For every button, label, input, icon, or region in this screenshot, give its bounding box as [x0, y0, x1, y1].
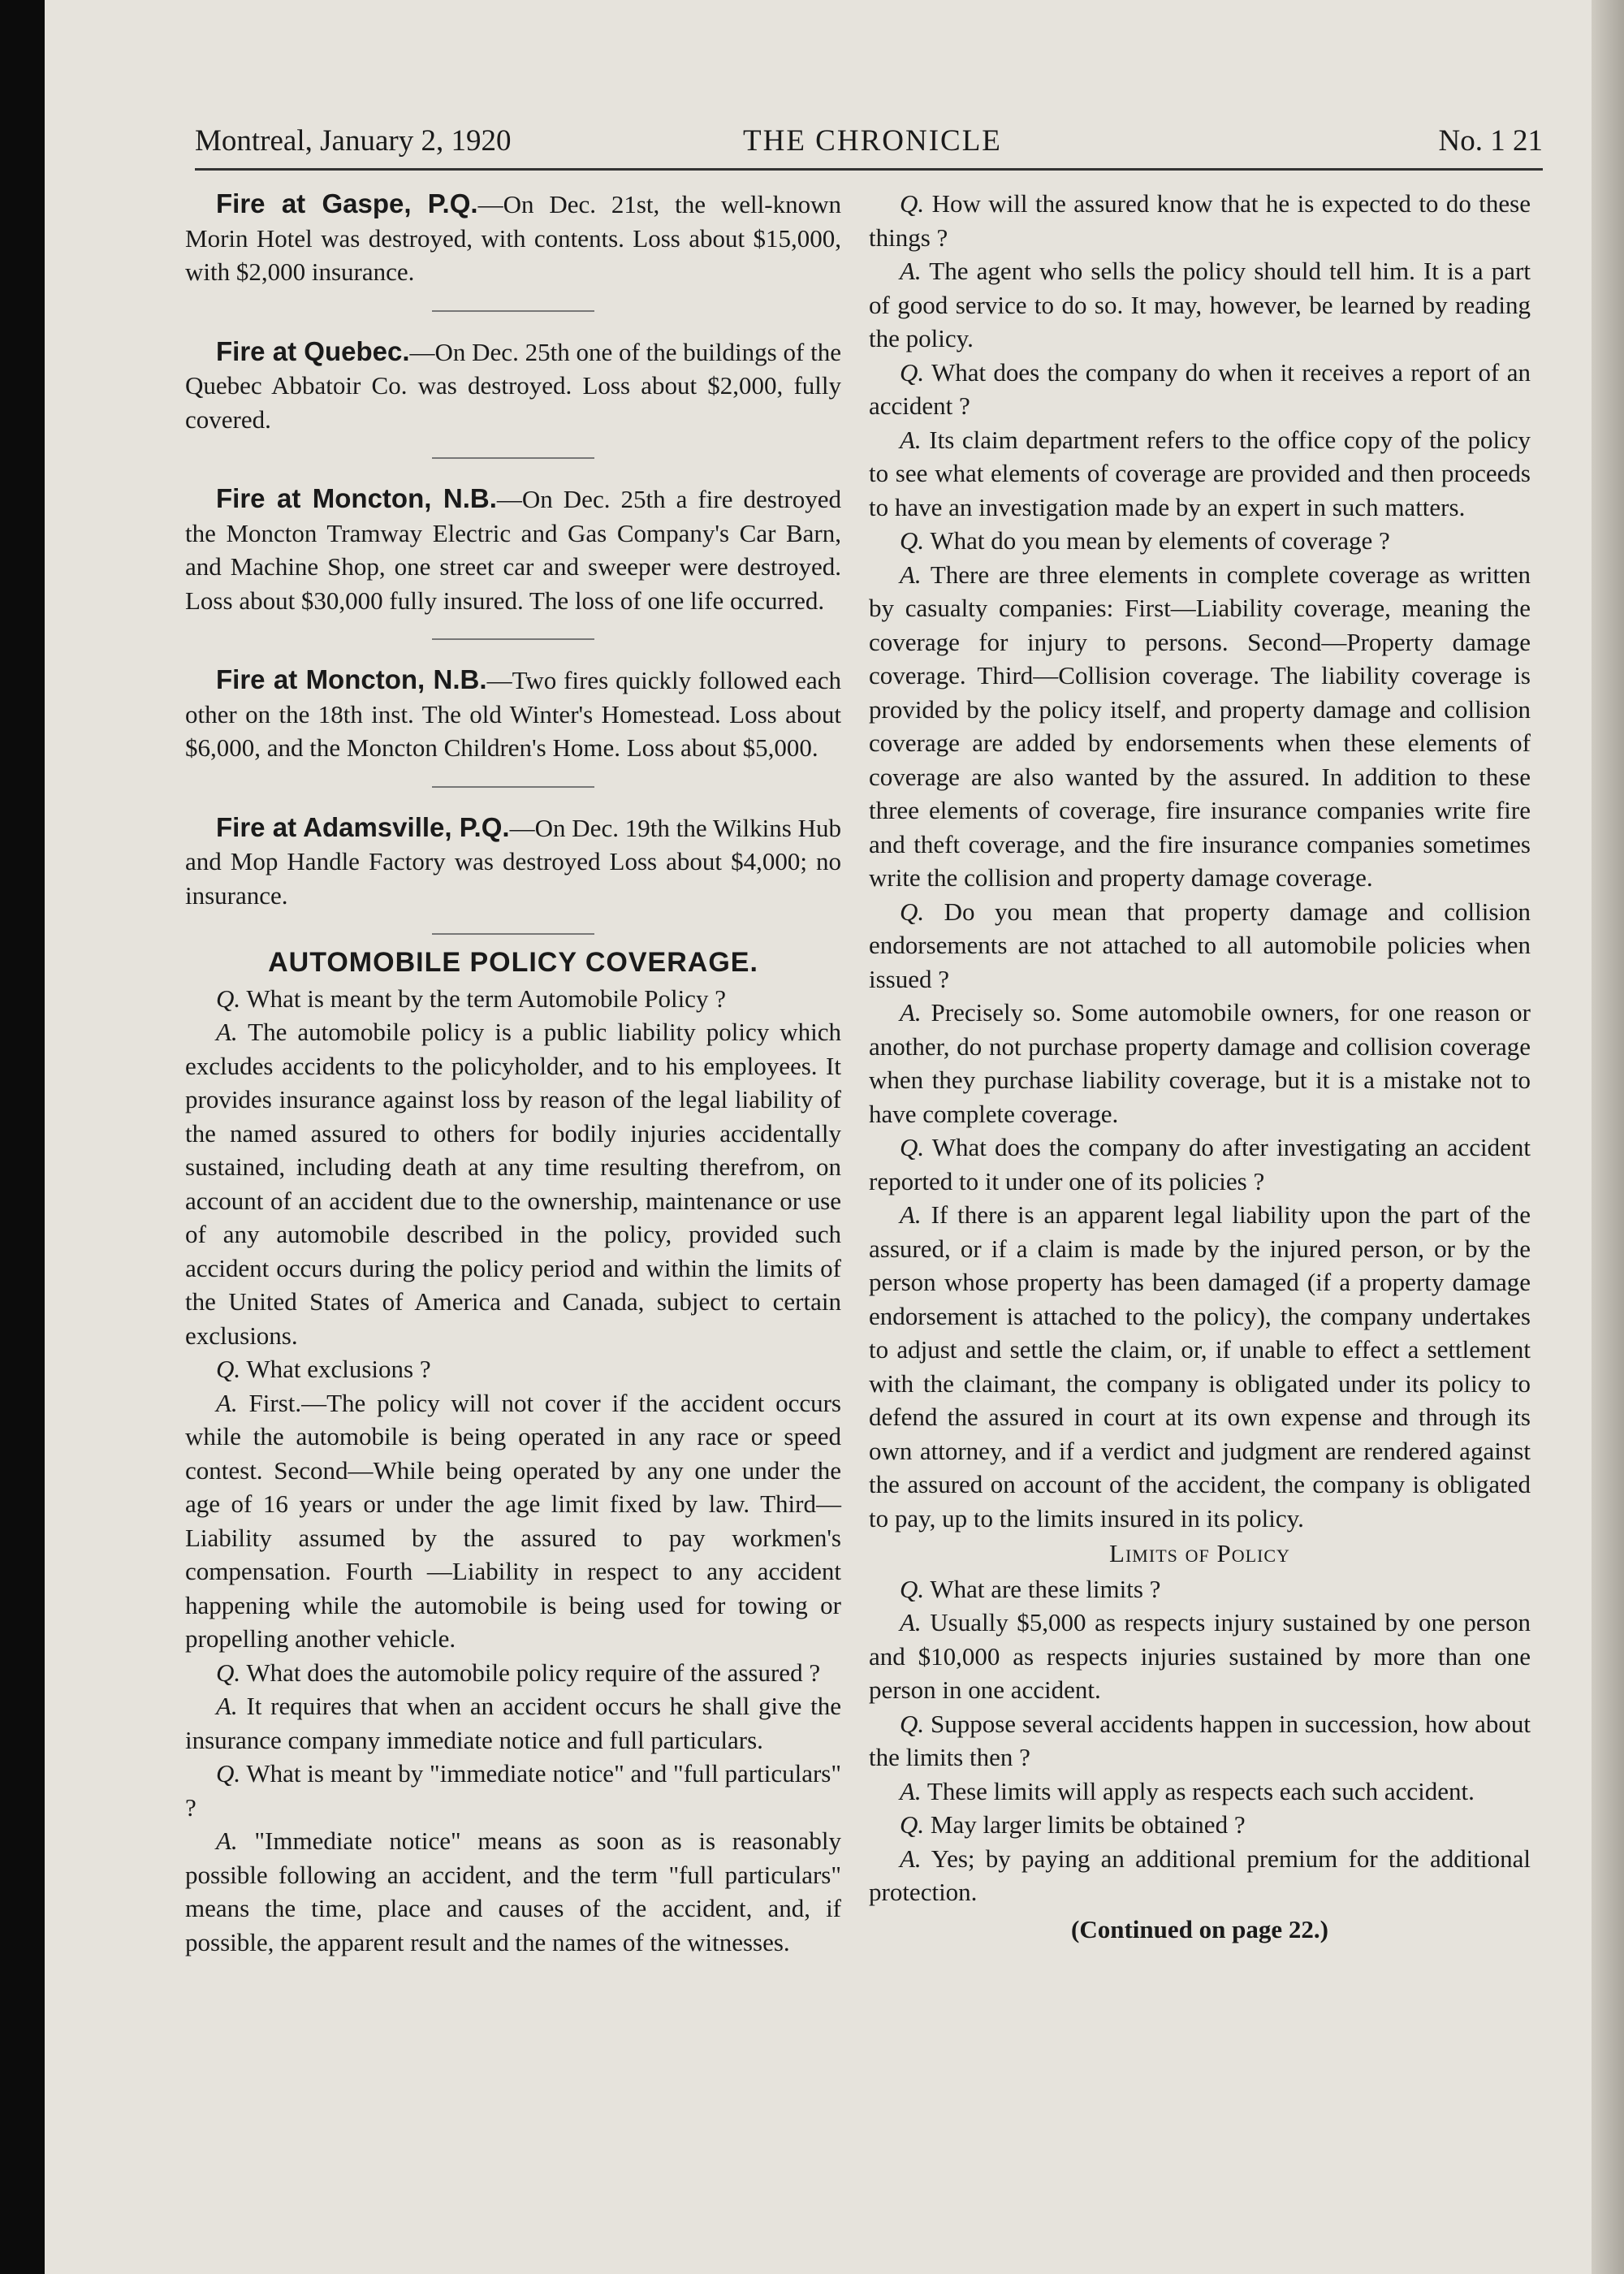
qa-label: Q.: [216, 1355, 241, 1383]
qa-paragraph: [869, 996, 1531, 1131]
qa-label: A.: [900, 998, 922, 1027]
header-page-number: No. 1 21: [1438, 124, 1543, 158]
qa-text: Yes; by paying an additional premium for the additional protection.: [869, 1844, 1531, 1906]
qa-label: Q.: [900, 1709, 925, 1738]
fire-item-lead: Fire at Quebec.: [216, 335, 410, 366]
qa-text: Usually $5,000 as respects injury sustained by one person and $10,000 as respects injuries sustained by more than one person in one accident.: [869, 1608, 1531, 1704]
fire-item-text: —On Dec. 25th one of the buildings of the Quebec Abbatoir Co. was destroyed. Loss about $2,000, fully covered.: [185, 337, 841, 434]
qa-label: A.: [216, 1388, 238, 1417]
qa-text: What does the automobile policy require of the assured ?: [246, 1658, 821, 1687]
qa-text: May larger limits be obtained ?: [930, 1810, 1246, 1839]
qa-label: A.: [900, 257, 922, 285]
qa-paragraph: [185, 1824, 841, 1959]
header-publication: THE CHRONICLE: [743, 124, 1002, 158]
qa-paragraph: [869, 356, 1531, 423]
continued-note: (Continued on page 22.): [1071, 1914, 1328, 1943]
qa-text: "Immediate notice" means as soon as is reasonably possible following an accident, and the term "full particulars" means the time, place and causes of the accident, and, if possible, the apparent result and the names of the witnesses.: [185, 1827, 842, 1956]
fire-item-lead: Fire at Moncton, N.B.: [216, 664, 487, 694]
qa-label: A.: [900, 560, 922, 589]
qa-paragraph: [185, 1656, 841, 1690]
qa-paragraph: [869, 423, 1531, 525]
qa-label: Q.: [900, 526, 925, 555]
separator-rule: [432, 310, 594, 312]
qa-label: Q.: [900, 1133, 925, 1161]
separator-rule: [432, 933, 594, 935]
qa-text: What exclusions ?: [246, 1355, 431, 1383]
qa-text: It requires that when an accident occurs he shall give the insurance company immediate notice and full particulars.: [185, 1692, 841, 1754]
page-header: [195, 123, 1543, 162]
qa-label: Q.: [900, 189, 925, 218]
qa-paragraph: [869, 1842, 1531, 1909]
qa-paragraph: [869, 1775, 1531, 1809]
qa-label: A.: [900, 1608, 922, 1636]
qa-paragraph: [869, 187, 1531, 254]
fire-item-text: —On Dec. 21st, the well-known Morin Hotel was destroyed, with contents. Loss about $15,000, with $2,000 insurance.: [185, 190, 841, 286]
qa-paragraph: [869, 558, 1531, 895]
qa-text: What does the company do when it receives a report of an accident ?: [869, 357, 1531, 420]
qa-text: If there is an apparent legal liability upon the part of the assured, or if a claim is made by the injured person, or by the person whose property has been damaged (if a property damage endorsement is attached to the policy), the company undertakes to adjust and settle the claim, or, if unable to effect a settlement with the claimant, the company is obligated under its policy to defend the assured in court at its own expense and through its own attorney, and if a verdict and judgment are rendered against the assured on account of the accident, the company is obligated to pay, up to the limits insured in its policy.: [869, 1200, 1531, 1533]
qa-text: These limits will apply as respects each such accident.: [926, 1776, 1475, 1805]
qa-paragraph: [185, 1015, 841, 1352]
qa-label: A.: [900, 1844, 922, 1873]
qa-label: Q.: [216, 984, 241, 1013]
qa-text: First.—The policy will not cover if the accident occurs while the automobile is being operated in any race or speed contest. Second—While being operated by any one under the age of 16 years or under the age limit fixed by law. Third—Liability assumed by the assured to pay workmen's compensation. Fourth —Liability in respect to any accident happening while the automobile is being used for towing or propelling another vehicle.: [185, 1388, 841, 1653]
fire-item: [185, 187, 841, 289]
qa-label: A.: [216, 1018, 238, 1046]
left-column: [185, 187, 841, 1959]
fire-item-lead: Fire at Moncton, N.B.: [216, 483, 497, 513]
qa-paragraph: [869, 1198, 1531, 1535]
qa-text: What are these limits ?: [930, 1574, 1161, 1603]
fire-item: [185, 335, 841, 437]
qa-text: What is meant by the term Automobile Policy ?: [246, 984, 726, 1013]
qa-text: What is meant by "immediate notice" and "full particulars" ?: [185, 1759, 842, 1822]
header-rule: [195, 168, 1543, 171]
qa-label: A.: [900, 1776, 922, 1805]
qa-paragraph: [185, 1689, 841, 1757]
fire-item-text: —On Dec. 19th the Wilkins Hub and Mop Handle Factory was destroyed Loss about $4,000; no insurance.: [185, 813, 842, 910]
qa-label: A.: [216, 1827, 238, 1855]
qa-paragraph: [869, 254, 1531, 356]
qa-label: Q.: [900, 357, 925, 387]
fire-item: [185, 811, 841, 913]
qa-label: A.: [216, 1692, 238, 1720]
qa-text: The automobile policy is a public liability policy which excludes accidents to the policyholder, and to his employees. It provides insurance against loss by reason of the legal liability of the named assured to others for bodily injuries accidentally sustained, including death at any time resulting therefrom, on account of an accident due to the ownership, maintenance or use of any automobile described in the policy, provided such accident occurs during the policy period and within the limits of the United States of America and Canada, subject to certain exclusions.: [185, 1018, 841, 1350]
qa-label: Q.: [900, 1810, 925, 1839]
qa-label: A.: [900, 425, 922, 454]
right-column: [869, 187, 1531, 1946]
qa-label: Q.: [216, 1658, 241, 1687]
qa-text: What does the company do after investigating an accident reported to it under one of its policies ?: [869, 1133, 1531, 1195]
qa-label: Q.: [900, 1574, 925, 1603]
fire-item: [185, 663, 841, 765]
fire-item-text: —On Dec. 25th a fire destroyed the Moncton Tramway Electric and Gas Company's Car Barn, and Machine Shop, one street car and sweeper were destroyed. Loss about $30,000 fully insured. The loss of one life occurred.: [185, 485, 842, 615]
qa-paragraph: [185, 1386, 841, 1656]
qa-text: Precisely so. Some automobile owners, for one reason or another, do not purchase property damage and collision coverage when they purchase liability coverage, but it is a mistake not to have complete coverage.: [869, 998, 1531, 1128]
qa-paragraph: [869, 1572, 1531, 1606]
separator-rule: [432, 786, 594, 788]
qa-paragraph: [869, 1131, 1531, 1198]
qa-label: Q.: [216, 1759, 241, 1788]
qa-paragraph: [185, 1352, 841, 1386]
qa-label: Q.: [900, 897, 925, 926]
fire-item-lead: Fire at Gaspe, P.Q.: [216, 188, 478, 218]
separator-rule: [432, 457, 594, 459]
qa-text: There are three elements in complete coverage as written by casualty companies: First—Liability coverage, meaning the coverage for injury to persons. Second—Property damage coverage. Third—Collision coverage. The liability coverage is provided by the policy itself, and property damage and collision coverage are added by endorsements when these elements of coverage are also wanted by the assured. In addition to these three elements of coverage, fire insurance companies write fire and theft coverage, and the fire insurance companies sometimes write the collision and property damage coverage.: [869, 560, 1531, 892]
qa-text: The agent who sells the policy should tell him. It is a part of good service to do so. It may, however, be learned by reading the policy.: [869, 257, 1531, 352]
fire-item-lead: Fire at Adamsville, P.Q.: [216, 811, 510, 842]
separator-rule: [432, 638, 594, 640]
qa-text: How will the assured know that he is expected to do these things ?: [869, 189, 1531, 252]
qa-paragraph: [869, 524, 1531, 558]
fire-item-text: —Two fires quickly followed each other on the 18th inst. The old Winter's Homestead. Loss about $6,000, and the Moncton Children's Home. Loss about $5,000.: [185, 666, 842, 762]
qa-text: Suppose several accidents happen in succession, how about the limits then ?: [869, 1709, 1531, 1771]
fire-item: [185, 482, 841, 617]
article-title: AUTOMOBILE POLICY COVERAGE.: [268, 947, 758, 978]
qa-text: Do you mean that property damage and collision endorsements are not attached to all automobile policies when issued ?: [869, 897, 1531, 993]
qa-paragraph: [185, 982, 841, 1016]
qa-label: A.: [900, 1200, 922, 1229]
limits-subheading: Limits of Policy: [1109, 1539, 1290, 1567]
qa-paragraph: [869, 1606, 1531, 1707]
page-left-shadow: [0, 0, 45, 2274]
page-right-edge: [1592, 0, 1624, 2274]
qa-text: What do you mean by elements of coverage ?: [930, 526, 1390, 555]
qa-paragraph: [869, 1808, 1531, 1842]
header-date: Montreal, January 2, 1920: [195, 124, 512, 158]
qa-paragraph: [869, 1707, 1531, 1775]
qa-paragraph: [869, 895, 1531, 996]
qa-text: Its claim department refers to the office copy of the policy to see what elements of coverage are provided and then proceeds to have an investigation made by an expert in such matters.: [869, 425, 1531, 521]
qa-paragraph: [185, 1757, 841, 1824]
